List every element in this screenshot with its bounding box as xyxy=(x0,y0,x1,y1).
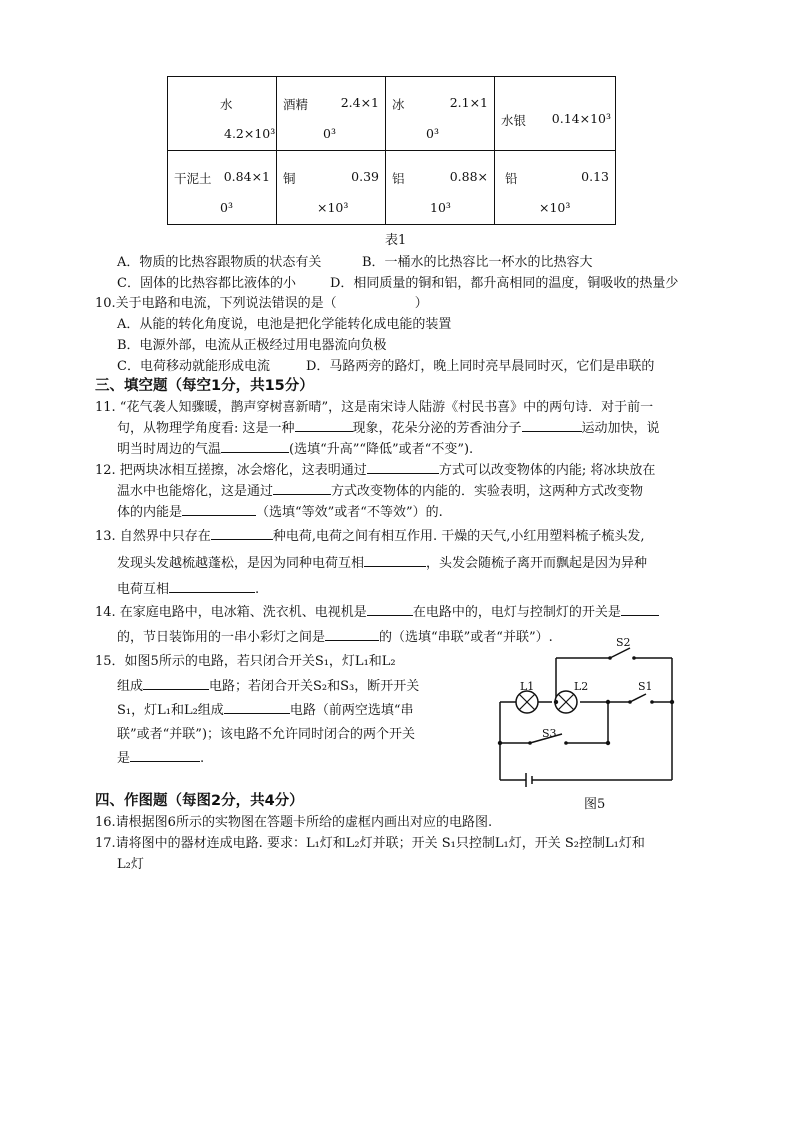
q15-line1: 15．如图5所示的电路，若只闭合开关S₁，灯L₁和L₂ xyxy=(95,654,396,669)
cell-value-cont: ×10³ xyxy=(317,200,349,215)
cell-value-cont: ×10³ xyxy=(539,200,571,215)
q11-line2 xyxy=(117,417,660,436)
answer-blank[interactable] xyxy=(211,526,273,540)
answer-blank[interactable] xyxy=(621,602,659,616)
cell-value-cont: 0³ xyxy=(426,126,439,141)
q15-text: . xyxy=(200,751,205,766)
q13-text: 发现头发越梳越蓬松，是因为同种电荷互相 xyxy=(117,556,365,571)
table-cell xyxy=(277,77,386,151)
answer-blank[interactable] xyxy=(224,700,290,714)
table-cell xyxy=(495,151,616,225)
q13-text: 种电荷,电荷之间有相互作用. 干燥的天气,小红用塑料梳子梳头发, xyxy=(272,529,645,544)
switch-s1-lever xyxy=(630,694,646,702)
q11-text: 明当时周边的气温 xyxy=(117,442,222,457)
answer-blank[interactable] xyxy=(367,602,413,616)
q14-text: 的，节日装饰用的一串小彩灯之间是 xyxy=(117,630,326,645)
section-4-heading: 四、作图题（每图2分，共4分） xyxy=(95,793,304,809)
q12-text: 方式改变物体的内能的．实验表明，这两种方式改变物 xyxy=(331,484,644,499)
q11-line3 xyxy=(117,438,473,457)
q10-stem xyxy=(95,292,428,311)
q17-line2: L₂灯 xyxy=(117,857,144,872)
q13-text: 电荷互相 xyxy=(117,582,170,597)
answer-blank[interactable] xyxy=(130,748,200,762)
q15-line4: 联”或者“并联”)；该电路不允许同时闭合的两个开关 xyxy=(117,727,416,742)
cell-value-cont: 10³ xyxy=(430,200,451,215)
figure-5-caption: 图5 xyxy=(584,797,606,812)
q15-text: 电路；若闭合开关S₂和S₃，断开开关 xyxy=(209,679,420,694)
table-cell xyxy=(386,77,495,151)
q11-text: (选填“升高”“降低”或者“不变”). xyxy=(289,442,474,457)
table-cell xyxy=(168,77,277,151)
cell-substance: 酒精 xyxy=(283,97,309,112)
label-l1: L1 xyxy=(520,680,535,693)
answer-blank[interactable] xyxy=(522,418,582,432)
circuit-diagram xyxy=(490,630,690,820)
cell-value-cont: 0³ xyxy=(323,126,336,141)
q15-line3 xyxy=(117,699,413,718)
q9-option-b: B．一桶水的比热容比一杯水的比热容大 xyxy=(362,255,593,270)
label-s1: S1 xyxy=(638,680,653,693)
q15-line2 xyxy=(117,675,419,694)
answer-blank[interactable] xyxy=(367,460,439,474)
answer-blank[interactable] xyxy=(182,502,256,516)
q15-text: 电路（前两空选填“串 xyxy=(289,703,414,718)
q14-text: 的（选填“串联”或者“并联”）. xyxy=(379,630,553,645)
cell-value: 0.84×1 xyxy=(223,169,270,184)
answer-blank[interactable] xyxy=(325,627,379,641)
q10-option-c: C．电荷移动就能形成电流 xyxy=(117,359,270,374)
q13-line2 xyxy=(117,552,647,571)
cell-substance: 冰 xyxy=(392,97,405,112)
switch-s2-lever xyxy=(610,648,630,658)
label-s3: S3 xyxy=(542,727,557,740)
answer-blank[interactable] xyxy=(364,553,426,567)
q14-line2 xyxy=(117,626,553,645)
cell-substance: 干泥土 xyxy=(174,171,212,186)
q9-option-a: A．物质的比热容跟物质的状态有关 xyxy=(117,255,322,270)
q12-line1 xyxy=(95,459,655,478)
q16: 16.请根据图6所示的实物图在答题卡所给的虚框内画出对应的电路图. xyxy=(95,815,493,830)
label-s2: S2 xyxy=(616,636,631,649)
q13-text: . xyxy=(255,582,260,597)
q13-line3 xyxy=(117,578,259,597)
cell-substance: 铅 xyxy=(505,171,518,186)
answer-blank[interactable] xyxy=(169,579,255,593)
cell-substance: 水 xyxy=(220,97,233,112)
q10-option-a: A．从能的转化角度说，电池是把化学能转化成电能的装置 xyxy=(117,317,452,332)
q12-text: 温水中也能熔化，这是通过 xyxy=(117,484,274,499)
q10-option-b: B．电源外部，电流从正极经过用电器流向负极 xyxy=(117,338,387,353)
q15-line5 xyxy=(117,747,204,766)
cell-value: 2.4×1 xyxy=(340,95,379,110)
q12-text: 方式可以改变物体的内能; 将冰块放在 xyxy=(438,463,656,478)
q12-line3 xyxy=(117,501,443,520)
q11-text: 现象，花朵分泌的芳香油分子 xyxy=(352,421,522,436)
cell-value: 2.1×1 xyxy=(449,95,488,110)
label-l2: L2 xyxy=(574,680,589,693)
q11-line1: 11. “花气袭人知骤暖，鹊声穿树喜新晴”，这是南宋诗人陆游《村民书喜》中的两句诗．对于前一 xyxy=(95,400,654,415)
cell-value-cont: 0³ xyxy=(220,200,233,215)
q17-line1: 17.请将图中的器材连成电路. 要求：L₁灯和L₂灯并联；开关 S₁只控制L₁灯，开关 S₂控制L₁灯和 xyxy=(95,836,645,851)
answer-blank[interactable] xyxy=(221,439,289,453)
q15-text: 是 xyxy=(117,751,131,766)
q13-text: ，头发会随梳子离开而飘起是因为异种 xyxy=(426,556,648,571)
table-caption: 表1 xyxy=(385,233,407,248)
q13-text: 13. 自然界中只存在 xyxy=(95,529,211,544)
q12-text: 12. 把两块冰相互搓擦，冰会熔化，这表明通过 xyxy=(95,463,367,478)
section-3-heading: 三、填空题（每空1分，共15分） xyxy=(95,378,314,394)
answer-blank[interactable] xyxy=(273,481,331,495)
q9-option-c: C．固体的比热容都比液体的小 xyxy=(117,276,296,291)
q12-text: 体的内能是 xyxy=(117,505,183,520)
table-row xyxy=(168,77,616,151)
table-cell xyxy=(495,77,616,151)
q12-line2 xyxy=(117,480,643,499)
q15-text: S₁，灯L₁和L₂组成 xyxy=(117,703,224,718)
q9-option-d: D．相同质量的铜和铝，都升高相同的温度，铜吸收的热量少 xyxy=(330,276,679,291)
q13-line1 xyxy=(95,525,644,544)
q11-text: 句，从物理学角度看: 这是一种 xyxy=(117,421,295,436)
cell-value: 0.13 xyxy=(581,169,609,184)
q12-text: （选填“等效”或者“不等效”）的. xyxy=(256,505,443,520)
q10-option-d: D．马路两旁的路灯，晚上同时亮早晨同时灭，它们是串联的 xyxy=(306,359,655,374)
q11-text: 运动加快，说 xyxy=(581,421,660,436)
q14-line1 xyxy=(95,601,659,620)
q10-close: ） xyxy=(414,296,428,311)
cell-value: 4.2×10³ xyxy=(224,126,276,141)
specific-heat-table xyxy=(167,76,616,225)
table-row xyxy=(168,151,616,225)
cell-value: 0.88× xyxy=(449,169,488,184)
cell-substance: 铜 xyxy=(283,171,296,186)
table-cell xyxy=(168,151,277,225)
cell-substance: 铝 xyxy=(392,171,405,186)
q10-stem-text: 10.关于电路和电流，下列说法错误的是（ xyxy=(95,296,337,311)
q15-text: 组成 xyxy=(117,679,144,694)
table-cell xyxy=(277,151,386,225)
q14-text: 14. 在家庭电路中，电冰箱、洗衣机、电视机是 xyxy=(95,605,367,620)
q14-text: 在电路中的，电灯与控制灯的开关是 xyxy=(412,605,621,620)
cell-value: 0.39 xyxy=(351,169,379,184)
answer-blank[interactable] xyxy=(295,418,353,432)
table-cell xyxy=(386,151,495,225)
cell-value: 0.14×10³ xyxy=(551,111,611,126)
cell-substance: 水银 xyxy=(501,113,527,128)
answer-blank[interactable] xyxy=(143,676,209,690)
